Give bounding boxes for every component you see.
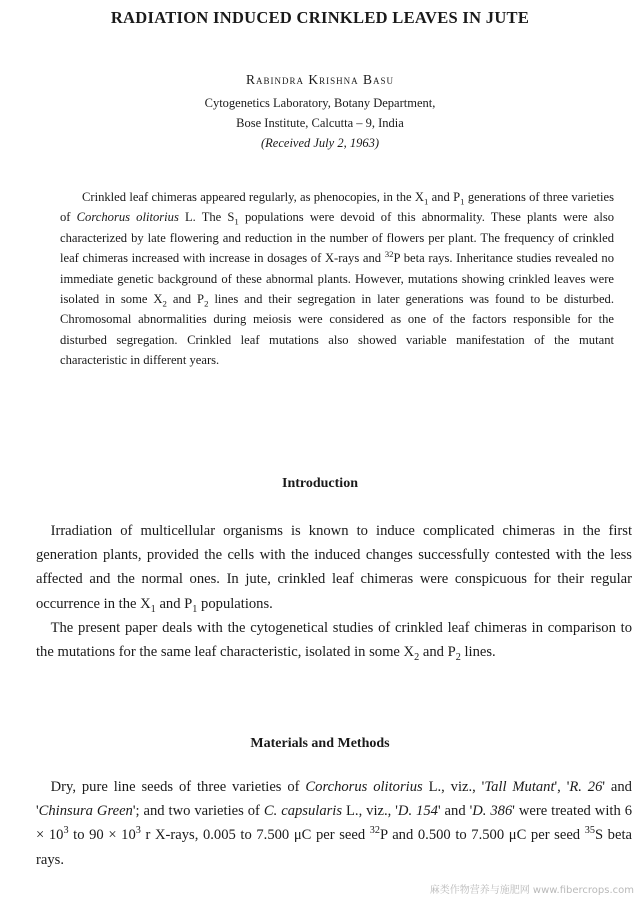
received-date: (Received July 2, 1963)	[261, 136, 379, 150]
abstract-paragraph: Crinkled leaf chimeras appeared regularly, as phenocopies, in the $X_1$ and $P_1$ generations of three varieties of Corchorus olitorius L. The $S_1$ populations were devoid of this abnormality. These plants were also characterized by late flowering and reduction in the number of flowers per plant. The frequency of crinkled leaf chimeras increased with increase in dosages of X-rays and $^{32}$P beta rays. Inheritance studies revealed no immediate genetic background of these abnormal plants. However, mutations showing crinkled leaves were isolated in some $X_2$ and $P_2$ lines and their segregation in later generations was found to be disturbed. Chromosomal abnormalities during meiosis were considered as one of the factors responsible for the disturbed segregation. Crinkled leaf mutations also showed variable manifestation of the mutant characteristic in different years.	[60, 190, 615, 368]
abstract	[60, 187, 614, 371]
introduction-paragraph-1: Irradiation of multicellular organisms is known to induce complicated chimeras in the first generation plants, provided the cells with the induced changes successfully contested with the less affected and the normal ones. In jute, crinkled leaf chimeras were conspicuous for their regular occurrence in the $X_1$ and $P_1$ populations.	[36, 523, 632, 615]
methods-body	[36, 775, 632, 872]
introduction-heading: Introduction	[282, 476, 358, 491]
introduction-paragraph-2: The present paper deals with the cytogenetical studies of crinkled leaf chimeras in comparison to the mutations for the same leaf characteristic, isolated in some $X_2$ and $P_2$ lines.	[36, 619, 632, 663]
variety-name: Chinsura Green	[38, 803, 133, 820]
variety-name: Tall Mutant	[484, 779, 555, 795]
affiliation-line-2: Bose Institute, Calcutta – 9, India	[236, 116, 404, 130]
site-watermark: 麻类作物营养与施肥网 www.fibercrops.com	[429, 885, 634, 896]
variety-name: D. 386	[472, 803, 513, 820]
methods-heading: Materials and Methods	[250, 736, 390, 751]
species-name: Corchorus olitorius	[76, 210, 179, 225]
paper-title: RADIATION INDUCED CRINKLED LEAVES IN JUTE	[110, 8, 530, 27]
affiliation-line-1: Cytogenetics Laboratory, Botany Department,	[204, 96, 436, 110]
introduction-body	[36, 519, 632, 664]
variety-name: D. 154	[397, 803, 438, 820]
species-name: C. capsularis	[263, 803, 343, 820]
variety-name: R. 26	[569, 779, 603, 795]
methods-paragraph: Dry, pure line seeds of three varieties of Corchorus olitorius L., viz., 'Tall Mutant', 'R. 26' and 'Chinsura Green'; and two varieties of C. capsularis L., viz., 'D. 154' and 'D. 386' were treated with $6 \times 10^3$ to $90 \times 10^3$ r X-rays, 0.005 to 7.500 μC per seed $^{32}$P and 0.500 to 7.500 μC per seed $^{35}$S beta rays.	[36, 779, 632, 868]
species-name: Corchorus olitorius	[305, 779, 423, 795]
author-name: Rabindra Krishna Basu	[245, 72, 395, 87]
